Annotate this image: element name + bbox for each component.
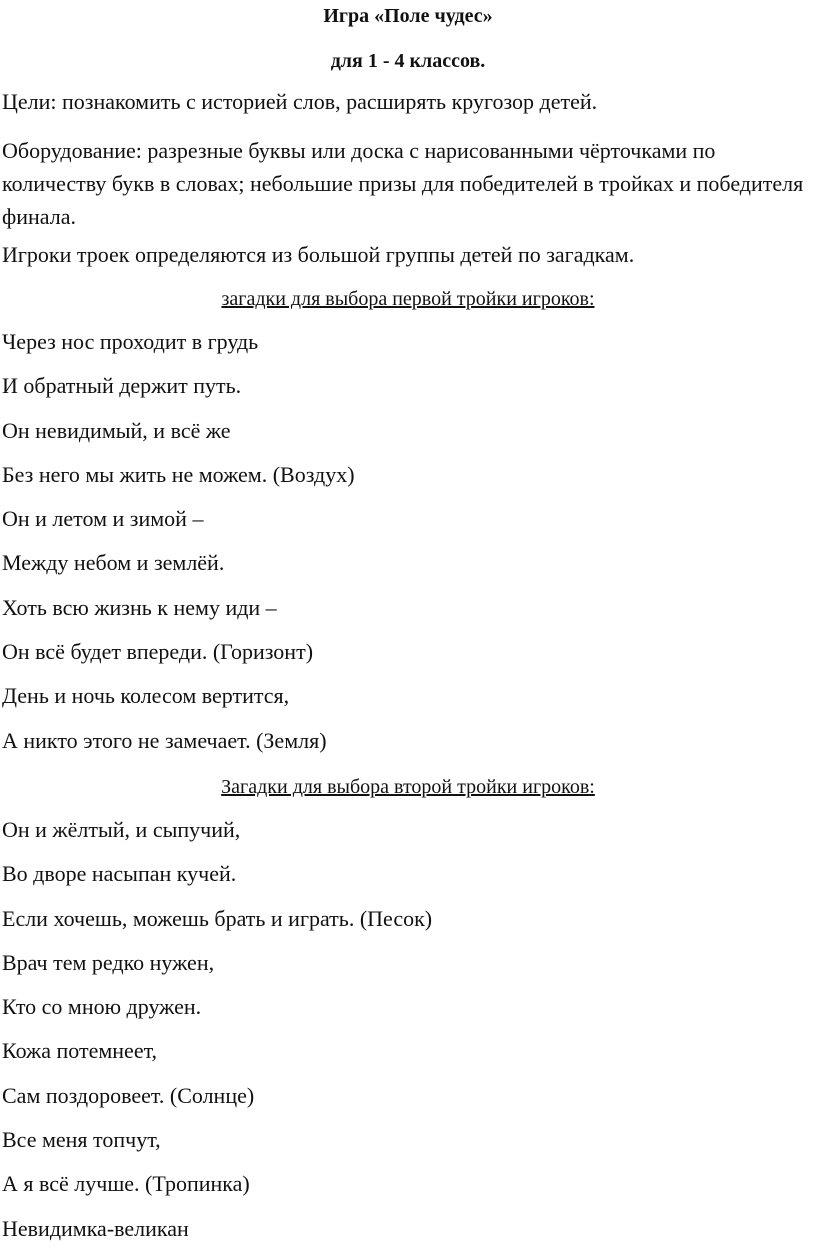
- riddle-line: Он невидимый, и всё же: [2, 417, 231, 443]
- riddle-line: Он и жёлтый, и сыпучий,: [2, 817, 241, 842]
- riddle-line: День и ночь колесом вертится,: [2, 683, 290, 709]
- riddle-line: Невидимка-великан: [2, 1215, 189, 1241]
- riddle-line: Врач тем редко нужен,: [2, 949, 215, 975]
- riddle-line: Во дворе насыпан кучей.: [2, 861, 237, 887]
- document-subtitle: для 1 - 4 классов.: [330, 50, 486, 72]
- riddle-line: Кто со мною дружен.: [2, 994, 202, 1020]
- section1-heading: загадки для выбора первой тройки игроков:: [221, 288, 595, 310]
- riddle-line: Он всё будет впереди. (Горизонт): [2, 639, 314, 665]
- goals-paragraph: Цели: познакомить с историей слов, расширять кругозор детей.: [2, 89, 598, 114]
- riddle-line: Хоть всю жизнь к нему иди –: [2, 594, 277, 620]
- riddle-line: Сам поздоровеет. (Солнце): [2, 1082, 255, 1108]
- riddle-line: Через нос проходит в грудь: [2, 329, 259, 354]
- riddle-line: А никто этого не замечает. (Земля): [2, 727, 327, 753]
- section1-riddles: [2, 327, 355, 770]
- riddle-line: Без него мы жить не можем. (Воздух): [2, 461, 355, 487]
- section2-heading: Загадки для выбора второй тройки игроков:: [221, 776, 595, 798]
- equipment-paragraph: Оборудование: разрезные буквы или доска с нарисованными чёрточками по количеству букв в словах; небольшие призы для победителей в тройках и победителя финала.: [2, 138, 804, 229]
- document-title: Игра «Поле чудес»: [323, 5, 493, 27]
- riddle-line: Кожа потемнеет,: [2, 1038, 158, 1064]
- riddle-line: Между небом и землёй.: [2, 550, 225, 576]
- riddle-line: А я всё лучше. (Тропинка): [2, 1171, 250, 1197]
- riddle-line: Если хочешь, можешь брать и играть. (Песок): [2, 905, 433, 931]
- riddle-line: И обратный держит путь.: [2, 373, 242, 399]
- riddle-line: Он и летом и зимой –: [2, 506, 204, 532]
- riddle-line: Все меня топчут,: [2, 1127, 161, 1153]
- players-note-paragraph: Игроки троек определяются из большой группы детей по загадкам.: [2, 242, 635, 267]
- section2-riddles: [2, 815, 432, 1258]
